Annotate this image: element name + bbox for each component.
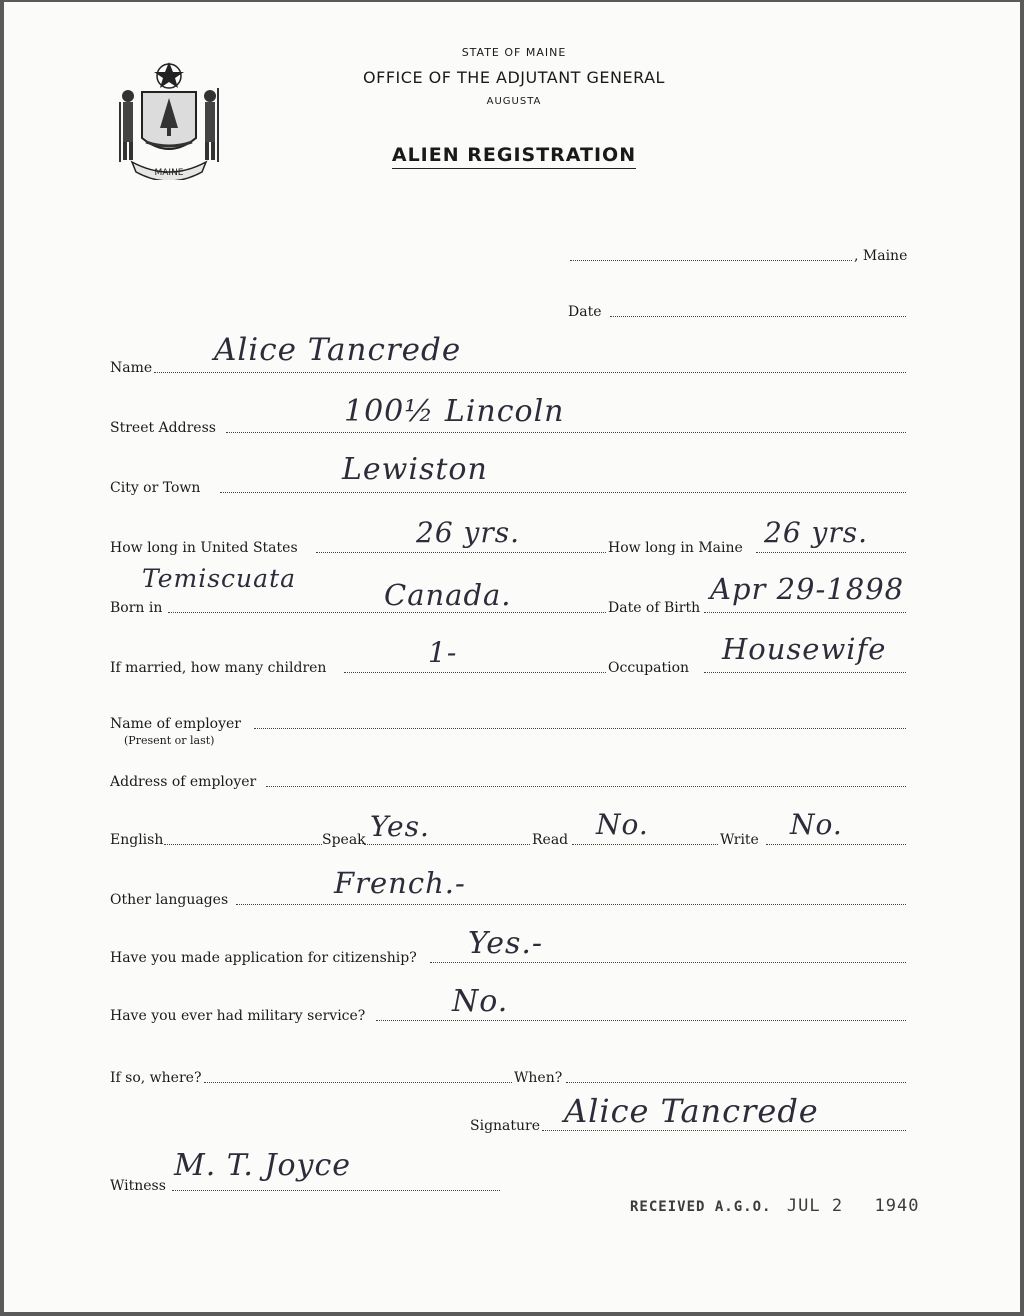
signature-label: Signature xyxy=(470,1118,541,1134)
citizenship-line xyxy=(430,962,906,963)
occupation-value: Housewife xyxy=(722,632,887,666)
military-line xyxy=(376,1020,906,1021)
received-stamp xyxy=(630,1196,919,1216)
english-label: English xyxy=(110,832,164,848)
witness-line xyxy=(172,1190,500,1191)
dob-value: Apr 29-1898 xyxy=(710,572,905,606)
date-line xyxy=(610,316,906,317)
form-title xyxy=(304,144,724,166)
children-line xyxy=(344,672,606,673)
how-long-us-label: How long in United States xyxy=(110,540,298,556)
stamp-received: RECEIVED A.G.O. xyxy=(630,1199,772,1215)
witness-label: Witness xyxy=(110,1178,166,1194)
how-long-us-line xyxy=(316,552,606,553)
street-line xyxy=(226,432,906,433)
occupation-line xyxy=(704,672,906,673)
signature-value: Alice Tancrede xyxy=(564,1092,819,1130)
where-line xyxy=(204,1082,512,1083)
read-line xyxy=(572,844,718,845)
header-city: AUGUSTA xyxy=(486,96,542,107)
military-label: Have you ever had military service? xyxy=(110,1008,366,1024)
write-line xyxy=(766,844,906,845)
born-place-value: Temiscuata xyxy=(142,564,297,593)
stamp-year: 1940 xyxy=(874,1196,920,1216)
employer-note: (Present or last) xyxy=(124,734,215,747)
born-in-label: Born in xyxy=(110,600,163,616)
write-value: No. xyxy=(790,808,843,841)
employer-address-label: Address of employer xyxy=(110,774,257,790)
citizenship-label: Have you made application for citizenship? xyxy=(110,950,417,966)
other-languages-label: Other languages xyxy=(110,892,229,908)
employer-address-line xyxy=(266,786,906,787)
children-label: If married, how many children xyxy=(110,660,327,676)
dob-line xyxy=(704,612,906,613)
born-in-line xyxy=(168,612,606,613)
when-line xyxy=(566,1082,906,1083)
date-label: Date xyxy=(568,304,602,320)
occupation-label: Occupation xyxy=(608,660,690,676)
how-long-maine-value: 26 yrs. xyxy=(764,516,869,549)
citizenship-value: Yes.- xyxy=(468,926,544,961)
name-value: Alice Tancrede xyxy=(214,332,462,368)
signature-line xyxy=(542,1130,906,1131)
speak-value: Yes. xyxy=(370,810,430,843)
maine-label: , Maine xyxy=(854,248,908,264)
employer-name-label: Name of employer xyxy=(110,716,241,732)
city-line xyxy=(220,492,906,493)
name-line xyxy=(154,372,906,373)
how-long-us-value: 26 yrs. xyxy=(416,516,521,549)
maine-state-seal-icon xyxy=(114,58,224,180)
other-languages-line xyxy=(236,904,906,905)
stamp-date: JUL 2 xyxy=(786,1196,844,1216)
street-value: 100½ Lincoln xyxy=(344,394,565,429)
employer-name-line xyxy=(254,728,906,729)
read-label: Read xyxy=(532,832,569,848)
when-label: When? xyxy=(514,1070,563,1086)
english-line xyxy=(164,844,322,845)
city-value: Lewiston xyxy=(342,452,488,487)
seal-banner-text: MAINE xyxy=(154,168,184,178)
city-label: City or Town xyxy=(110,480,201,496)
born-country-value: Canada. xyxy=(384,578,512,612)
military-value: No. xyxy=(452,984,509,1019)
witness-value: M. T. Joyce xyxy=(174,1148,352,1183)
form-title-text: ALIEN REGISTRATION xyxy=(392,144,636,169)
how-long-maine-label: How long in Maine xyxy=(608,540,743,556)
name-label: Name xyxy=(110,360,153,376)
write-label: Write xyxy=(720,832,759,848)
speak-label: Speak xyxy=(322,832,366,848)
street-label: Street Address xyxy=(110,420,216,436)
dob-label: Date of Birth xyxy=(608,600,701,616)
children-value: 1- xyxy=(428,636,458,669)
speak-line xyxy=(364,844,530,845)
place-line xyxy=(570,260,852,261)
how-long-maine-line xyxy=(756,552,906,553)
where-label: If so, where? xyxy=(110,1070,202,1086)
header-state: STATE OF MAINE xyxy=(461,46,567,59)
other-languages-value: French.- xyxy=(334,866,466,900)
read-value: No. xyxy=(596,808,649,841)
header-office: OFFICE OF THE ADJUTANT GENERAL xyxy=(363,68,665,87)
registration-form xyxy=(4,2,1020,1312)
